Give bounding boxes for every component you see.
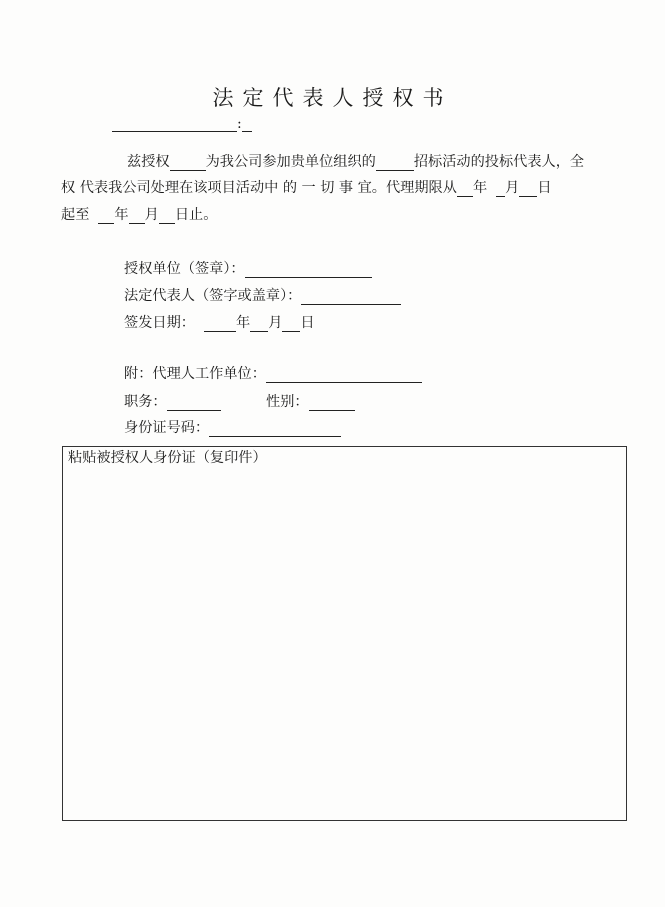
issue-date-label: 签发日期： [124,315,195,331]
para-text: 为我公司参加贵单位组织的 [205,154,376,170]
project-name-blank[interactable] [376,155,414,171]
document-title: 法定代表人授权书 [212,86,453,110]
addressee-blank[interactable] [112,117,237,132]
authorizer-label: 授权单位（签章）： [124,261,245,277]
id-box-label: 粘贴被授权人身份证（复印件） [68,450,267,466]
start-month-blank[interactable] [496,181,505,197]
day-label: 日 [537,180,552,196]
year-label: 年 [235,315,251,331]
legal-rep-label: 法定代表人（签字或盖章）： [124,288,302,304]
paragraph-line-3 [61,204,217,224]
gender-row [266,391,355,411]
id-number-label: 身份证号码： [124,420,210,436]
day-label: 日止。 [174,207,218,223]
position-row [124,391,221,411]
start-year-blank[interactable] [457,181,473,197]
start-day-blank[interactable] [519,181,537,197]
issue-year-field[interactable] [204,316,236,332]
month-label: 月 [144,207,159,223]
addressee-line [112,116,252,132]
position-label: 职务： [124,394,167,410]
id-number-row [124,417,341,437]
agent-unit-label: 附：代理人工作单位： [124,366,266,382]
issue-month-field[interactable] [250,316,268,332]
agent-name-blank[interactable] [170,155,206,171]
legal-rep-row [124,285,401,305]
year-label: 年 [114,207,129,223]
authorizer-field[interactable] [245,262,372,278]
paragraph-line-2 [61,177,552,197]
end-day-blank[interactable] [159,208,175,224]
agent-unit-field[interactable] [266,367,422,383]
position-field[interactable] [167,395,221,411]
paragraph-line-1 [127,151,584,171]
para-text: 招标活动的投标代表人，全 [413,154,585,170]
addressee-colon: : [237,116,242,132]
gender-field[interactable] [309,395,355,411]
month-label: 月 [505,180,520,196]
issue-day-field[interactable] [282,316,300,332]
issue-date-row [124,312,315,332]
authorizer-row [124,258,372,278]
day-label: 日 [300,315,315,331]
id-copy-box[interactable] [62,446,627,821]
legal-rep-field[interactable] [301,289,401,305]
month-label: 月 [268,315,283,331]
addressee-tail-blank [242,116,252,132]
para-text: 起至 [61,207,90,223]
end-year-blank[interactable] [98,208,114,224]
para-text: 兹授权 [127,154,170,170]
agent-unit-row [124,363,422,383]
gender-label: 性别： [266,394,309,410]
para-text: 权 代表我公司处理在该项目活动中 的 一 切 事 宜。代理期限从 [61,180,457,196]
year-label: 年 [472,180,488,196]
id-number-field[interactable] [209,421,341,437]
end-month-blank[interactable] [129,208,145,224]
